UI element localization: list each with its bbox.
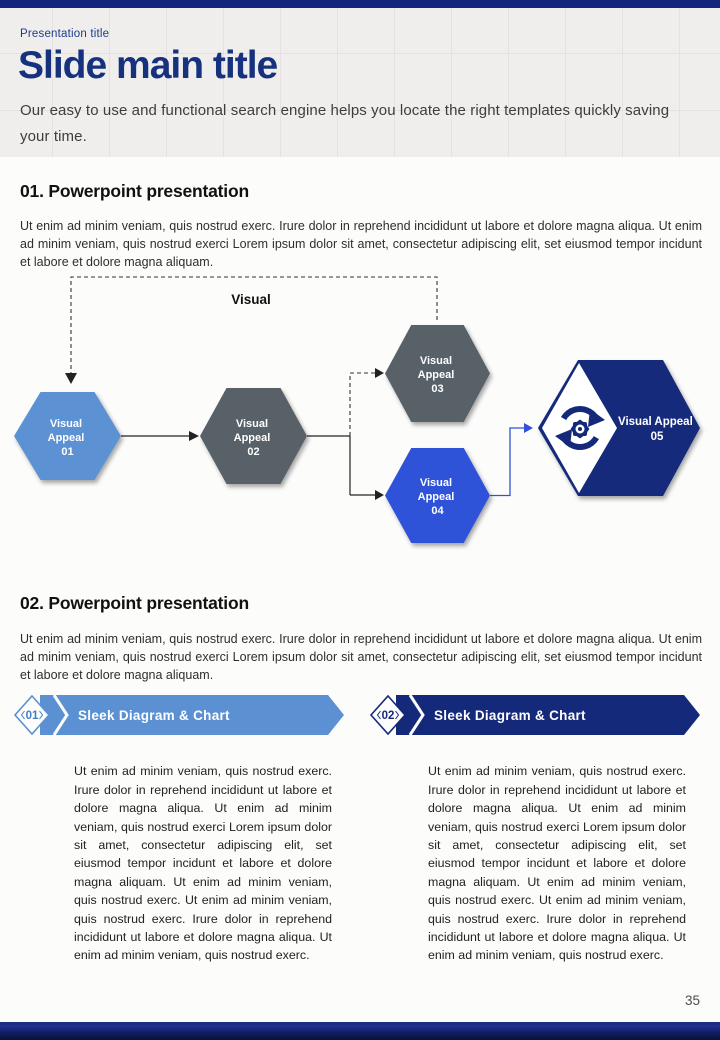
diagram-node-04 bbox=[385, 448, 490, 543]
section-1-heading: 01. Powerpoint presentation bbox=[20, 181, 249, 201]
node-02-label: Visual Appeal 02 bbox=[233, 418, 271, 458]
diagram-label: Visual bbox=[231, 292, 271, 307]
top-accent-bar bbox=[0, 0, 720, 8]
section-1-body: Ut enim ad minim veniam, quis nostrud exerc. Irure dolor in reprehend incididunt ut labore et dolore magna aliqua. Ut enim ad minim veniam, quis nostrud exerci Lorem ipsum dolor sit amet, consectetur adipiscing elit, set eiusmod tempor incidunt et labore et dolore magna aliquam. bbox=[20, 218, 702, 269]
process-diagram bbox=[0, 265, 720, 565]
slide-subtitle: Our easy to use and functional search engine helps you locate the right templates quickly saving your time. bbox=[20, 102, 670, 145]
arrowhead-into-node-05 bbox=[524, 423, 533, 433]
node-01-label: Visual Appeal 01 bbox=[47, 418, 85, 458]
banner-1-number: 01 bbox=[25, 710, 39, 722]
banner-2-number: 02 bbox=[381, 710, 395, 722]
presentation-title: Presentation title bbox=[20, 28, 110, 40]
diagram-node-01 bbox=[14, 392, 121, 480]
callout-1-body: Ut enim ad minim veniam, quis nostrud exerc. Irure dolor in reprehend incididunt ut labore et dolore magna aliqua. Ut enim ad minim veniam, quis nostrud exerci Lorem ipsum dolor sit amet, consectetur adipiscing elit, set eiusmod tempor incidunt et labore et dolore magna aliquam. Ut enim ad minim veniam, quis nostrud exerc. Ut enim ad minim veniam, quis nostrud exerc. Irure dolor in reprehend incididunt ut labore et dolore magna aliqua. Ut enim ad minim veniam, quis nostrud exerc. bbox=[74, 764, 332, 963]
page-title: Slide main title bbox=[18, 44, 278, 87]
callout-banner-2 bbox=[366, 690, 706, 740]
arrowhead-into-node-02 bbox=[189, 431, 199, 441]
section-2-heading: 02. Powerpoint presentation bbox=[20, 593, 249, 613]
callout-2-body: Ut enim ad minim veniam, quis nostrud exerc. Irure dolor in reprehend incididunt ut labore et dolore magna aliqua. Ut enim ad minim veniam, quis nostrud exerci Lorem ipsum dolor sit amet, consectetur adipiscing elit, set eiusmod tempor incidunt et labore et dolore magna aliquam. Ut enim ad minim veniam, quis nostrud exerc. Ut enim ad minim veniam, quis nostrud exerc. Irure dolor in reprehend incididunt ut labore et dolore magna aliqua. Ut enim ad minim veniam, quis nostrud exerc. bbox=[428, 764, 686, 963]
node-03-label: Visual Appeal 03 bbox=[417, 355, 455, 395]
bottom-accent-bar bbox=[0, 1022, 720, 1040]
node-05-label: Visual Appeal 05 bbox=[618, 416, 693, 443]
arrowhead-into-node-01 bbox=[65, 373, 77, 384]
node-04-label: Visual Appeal 04 bbox=[417, 477, 455, 517]
section-2-body: Ut enim ad minim veniam, quis nostrud exerc. Irure dolor in reprehend incididunt ut labore et dolore magna aliqua. Ut enim ad minim veniam, quis nostrud exerci Lorem ipsum dolor sit amet, consectetur adipiscing elit, set eiusmod tempor incidunt et labore et dolore magna aliquam. bbox=[20, 631, 702, 682]
page-number: 35 bbox=[684, 993, 700, 1008]
banner-2-title: Sleek Diagram & Chart bbox=[434, 708, 586, 723]
slide-header bbox=[0, 8, 720, 157]
arrowhead-into-node-03 bbox=[375, 368, 384, 378]
arrowhead-into-node-04 bbox=[375, 490, 384, 500]
diagram-node-02 bbox=[200, 388, 307, 484]
callout-banner-1 bbox=[10, 690, 350, 740]
diagram-node-05 bbox=[538, 360, 700, 496]
diagram-node-03 bbox=[385, 325, 490, 422]
banner-1-title: Sleek Diagram & Chart bbox=[78, 708, 230, 723]
connector-04-05 bbox=[490, 428, 525, 496]
